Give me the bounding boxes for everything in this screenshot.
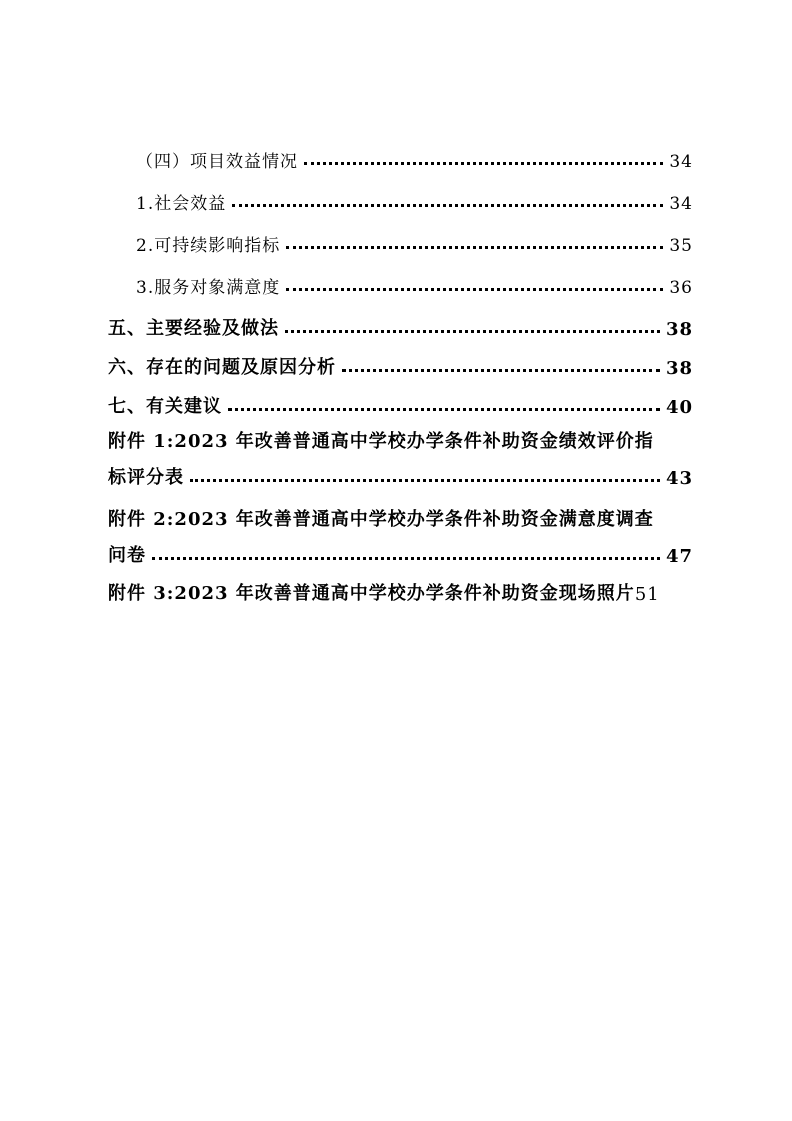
toc-entry-page: 47 [665,546,693,567]
dot-leader [232,204,663,207]
toc-entry-page: 43 [665,468,693,489]
toc-entry-page: 34 [669,152,693,172]
toc-entry-label: （四）项目效益情况 [136,152,298,172]
toc-entry-label: 1.社会效益 [136,194,227,214]
toc-entry-appendix1-line1[interactable] [108,423,698,453]
toc-entry-page: 38 [665,319,693,340]
dot-leader [342,369,660,372]
dot-leader [228,408,660,411]
toc-entry-page: 51 [634,584,660,605]
dot-leader [152,557,660,560]
toc-entry-project-benefits[interactable] [136,142,693,172]
toc-entry-label: 附件 3:2023 年改善普通高中学校办学条件补助资金现场照片 [108,583,635,604]
toc-entry-page: 35 [669,236,693,256]
toc-entry-label: 附件 2:2023 年改善普通高中学校办学条件补助资金满意度调查 [108,509,654,530]
dot-leader [286,288,663,291]
toc-entry-page: 38 [665,358,693,379]
toc-entry-appendix1[interactable] [108,459,693,489]
toc-entry-label: 3.服务对象满意度 [136,278,281,298]
toc-entry-appendix2-line1[interactable] [108,501,698,531]
toc-entry-label: 五、主要经验及做法 [108,318,279,339]
toc-entry-label: 七、有关建议 [108,396,222,417]
toc-entry-satisfaction[interactable] [136,268,693,298]
toc-entry-label: 六、存在的问题及原因分析 [108,357,336,378]
toc-entry-label: 问卷 [108,545,146,566]
dot-leader [285,330,660,333]
toc-entry-appendix3[interactable] [108,575,698,605]
toc-entry-page: 34 [669,194,693,214]
dot-leader [286,246,663,249]
toc-entry-page: 36 [669,278,693,298]
toc-entry-sustainability[interactable] [136,226,693,256]
toc-entry-problems[interactable] [108,349,693,379]
toc-entry-label: 2.可持续影响指标 [136,236,281,256]
toc-entry-social-benefits[interactable] [136,184,693,214]
dot-leader [304,162,663,165]
toc-entry-experience[interactable] [108,310,693,340]
toc-entry-label: 附件 1:2023 年改善普通高中学校办学条件补助资金绩效评价指 [108,431,654,452]
toc-entry-appendix2[interactable] [108,537,693,567]
toc-entry-suggestions[interactable] [108,388,693,418]
dot-leader [190,479,660,482]
toc-entry-page: 40 [665,397,693,418]
toc-entry-label: 标评分表 [108,467,184,488]
